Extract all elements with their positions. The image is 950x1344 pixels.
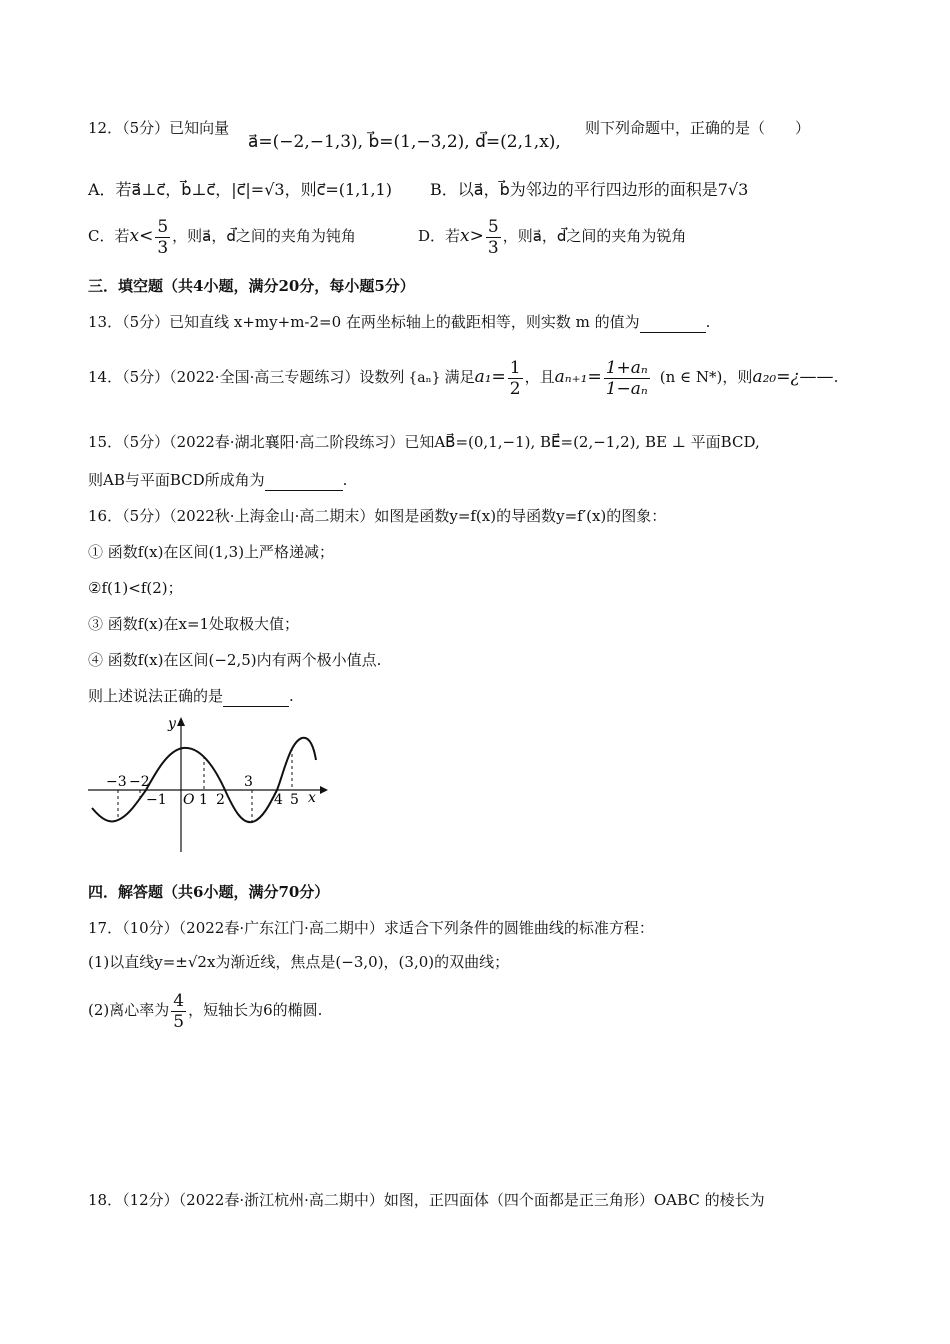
- q17-eccentricity-fraction: [171, 991, 186, 1032]
- q12-option-a: A．若a⃗⊥c⃗，b⃗⊥c⃗，|c⃗|=√3，则c⃗=(1,1,1): [88, 180, 392, 199]
- tick-label: 2: [216, 792, 225, 808]
- q12-option-d-pre: D．若: [418, 227, 461, 245]
- q14-pre: 14．（5分）（2022·全国·高三专题练习）设数列: [88, 368, 405, 386]
- q12-tail: 则下列命题中，正确的是（ ）: [585, 119, 811, 137]
- origin-label: O: [183, 792, 195, 808]
- q17-part-2-pre: (2)离心率为: [88, 1001, 170, 1019]
- q13-text: 13．（5分）已知直线 x+my+m-2=0 在两坐标轴上的截距相等，则实数 m 的值为: [88, 313, 640, 331]
- q18-stem: 18．（12分）（2022春·浙江杭州·高二期中）如图，正四面体（四个面都是正三角形）OABC 的棱长为: [88, 1191, 765, 1209]
- x-axis-arrow-icon: [320, 786, 328, 794]
- q14-a20: a₂₀=¿——: [752, 367, 834, 387]
- q16-statement-4: ④ 函数f(x)在区间(−2,5)内有两个极小值点.: [88, 651, 382, 669]
- q17-part-2: [88, 988, 322, 1032]
- q14-a1: a₁=: [474, 367, 506, 387]
- fraction-numerator: 5: [157, 216, 169, 237]
- q12-option-d-post: ，则a⃗，d⃗之间的夹角为锐角: [502, 227, 687, 245]
- q16-ask: [88, 686, 294, 707]
- q13-answer-blank: [640, 312, 706, 333]
- fraction-numerator: 4: [173, 990, 185, 1011]
- q14-condition: (n ∈ N*): [659, 368, 723, 386]
- q12-option-c: [88, 214, 356, 258]
- q12-option-c-x: x<: [129, 226, 154, 246]
- x-axis-label: x: [308, 790, 316, 806]
- fraction-numerator: 1: [509, 357, 521, 378]
- y-axis-label: y: [168, 716, 176, 732]
- tick-label: 4: [274, 792, 283, 808]
- q12-stem-line: [88, 118, 229, 138]
- q14: [88, 352, 838, 403]
- q14-mid2: ，且: [524, 368, 555, 386]
- q17-part-2-post: ，短轴长为6的椭圆.: [188, 1001, 323, 1019]
- fraction-numerator: 1+aₙ: [605, 357, 648, 378]
- derivative-graph: [84, 712, 334, 857]
- q12-option-d: [418, 214, 686, 258]
- q13-end: .: [705, 313, 711, 331]
- tick-label: 5: [290, 792, 299, 808]
- q12-option-d-fraction: [486, 217, 501, 258]
- fraction-denominator: 1−aₙ: [605, 378, 648, 399]
- fraction-denominator: 3: [157, 237, 169, 258]
- q12-option-b: B．以a⃗，b⃗为邻边的平行四边形的面积是7√3: [430, 180, 749, 199]
- fraction-denominator: 2: [509, 378, 521, 399]
- section-3-heading: 三．填空题（共4小题，满分20分，每小题5分）: [88, 277, 415, 295]
- q16-answer-blank: [223, 686, 289, 707]
- tick-label: 3: [244, 774, 253, 790]
- tick-label: 1: [199, 792, 208, 808]
- q12-option-c-pre: C．若: [88, 227, 130, 245]
- q14-recurrence: aₙ₊₁=: [554, 367, 602, 387]
- fraction-denominator: 5: [173, 1011, 185, 1032]
- tick-label: −2: [129, 774, 150, 790]
- q15-line2: [88, 470, 347, 491]
- tick-label: −1: [146, 792, 167, 808]
- q14-mid1: 满足: [444, 368, 475, 386]
- q12-option-c-fraction: [155, 217, 170, 258]
- y-axis-arrow-icon: [177, 717, 185, 726]
- q12-stem: 12．（5分）已知向量: [88, 119, 230, 137]
- q15-line1: 15．（5分）（2022春·湖北襄阳·高二阶段练习）已知AB⃗=(0,1,−1), BE⃗=(2,−1,2), BE ⊥ 平面BCD,: [88, 433, 760, 451]
- q14-a1-fraction: [508, 358, 523, 399]
- q12-vectors: a⃗=(−2,−1,3), b⃗=(1,−3,2), d⃗=(2,1,x),: [248, 132, 561, 152]
- q14-end: .: [833, 368, 839, 386]
- q16-stem: 16．（5分）（2022秋·上海金山·高二期末）如图是函数y=f(x)的导函数y=f′(x)的图象：: [88, 507, 667, 525]
- q15-answer-blank: [265, 470, 343, 491]
- q17-stem: 17．（10分）（2022春·广东江门·高二期中）求适合下列条件的圆锥曲线的标准方程：: [88, 919, 654, 937]
- q16-ask-text: 则上述说法正确的是: [88, 687, 224, 705]
- q16-statement-2: ②f(1)<f(2)；: [88, 579, 183, 597]
- tick-label: −3: [106, 774, 127, 790]
- q12-option-c-post: ，则a⃗，d⃗之间的夹角为钝角: [172, 227, 356, 245]
- q12-option-d-x: x>: [460, 226, 484, 246]
- section-4-heading: 四．解答题（共6小题，满分70分）: [88, 883, 330, 901]
- q15-end: .: [342, 471, 348, 489]
- q17-part-1: (1)以直线y=±√2x为渐近线，焦点是(−3,0)，(3,0)的双曲线；: [88, 953, 510, 971]
- q14-sequence: {aₙ}: [408, 370, 441, 386]
- q13: [88, 312, 710, 333]
- fraction-denominator: 3: [487, 237, 499, 258]
- q16-statement-1: ① 函数f(x)在区间(1,3)上严格递减；: [88, 543, 335, 561]
- q15-line2-text: 则AB与平面BCD所成角为: [88, 471, 265, 489]
- q16-ask-end: .: [289, 687, 294, 705]
- q14-mid3: ，则: [722, 368, 753, 386]
- q16-statement-3: ③ 函数f(x)在x=1处取极大值；: [88, 615, 300, 633]
- fraction-numerator: 5: [487, 216, 499, 237]
- q14-recurrence-fraction: [604, 358, 650, 399]
